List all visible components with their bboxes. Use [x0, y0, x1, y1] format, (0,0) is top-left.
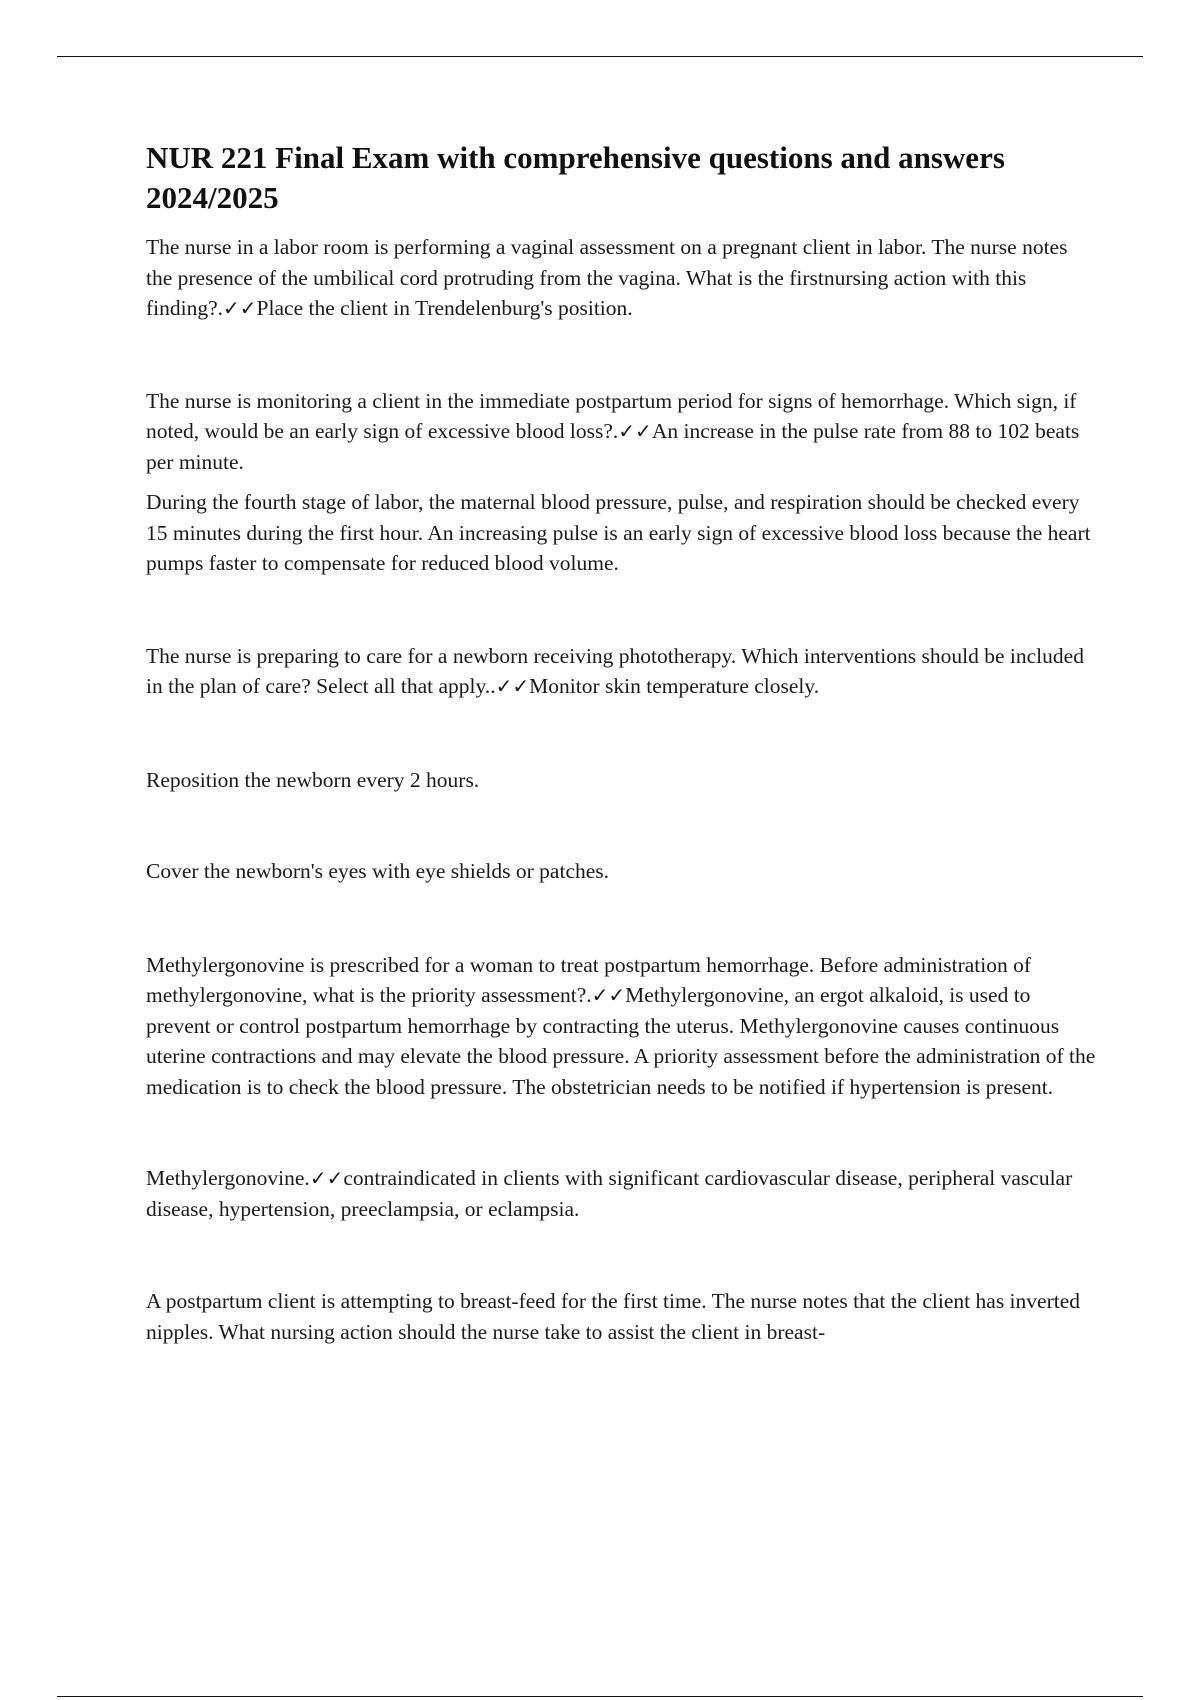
answer-text: An increase in the pulse rate from 88 to 102 beats per minute. — [146, 419, 1080, 474]
answer-item — [146, 765, 1096, 796]
answer-text: Monitor skin temperature closely. — [529, 674, 820, 698]
document-body — [146, 138, 1096, 1347]
qa-block-3 — [146, 641, 1096, 702]
qa-block-6 — [146, 1286, 1096, 1347]
header-rule — [57, 56, 1143, 57]
document-title: NUR 221 Final Exam with comprehensive questions and answers 2024/2025 — [146, 140, 1005, 215]
question-text: A postpartum client is attempting to breast-feed for the first time. The nurse notes that the client has inverted nipples. What nursing action should the nurse take to assist the client in breast- — [146, 1289, 1081, 1344]
answer-text: contraindicated in clients with significant cardiovascular disease, peripheral vascular disease, hypertension, preeclampsia, or eclampsia. — [146, 1166, 1073, 1221]
answer-text: Methylergonovine, an ergot alkaloid, is used to prevent or control postpartum hemorrhage by contracting the uterus. Methylergonovine causes continuous uterine contractions and may elevate the blood pressure. A priority assessment before the administration of the medication is to check the blood pressure. The obstetrician needs to be notified if hypertension is present. — [146, 983, 1096, 1099]
qa-block-5 — [146, 1163, 1096, 1224]
answer-text: Reposition the newborn every 2 hours. — [146, 767, 480, 792]
question-text: Methylergonovine. — [146, 1166, 310, 1190]
checkmark-icon: ✓✓ — [618, 419, 652, 443]
checkmark-icon: ✓✓ — [495, 674, 530, 698]
checkmark-icon: ✓✓ — [309, 1166, 344, 1190]
footer-rule — [57, 1696, 1143, 1697]
explanation-block — [146, 487, 1096, 579]
qa-block-2 — [146, 386, 1096, 478]
answer-item — [146, 856, 1096, 887]
checkmark-icon: ✓✓ — [591, 983, 626, 1007]
checkmark-icon: ✓✓ — [223, 296, 257, 320]
question-text: Methylergonovine is prescribed for a woman to treat postpartum hemorrhage. Before administration of methylergonovine, what is the priority assessment?. — [146, 952, 1032, 1007]
qa-block-1 — [146, 232, 1096, 324]
answer-text: Place the client in Trendelenburg's position. — [256, 296, 633, 320]
question-text: The nurse is preparing to care for a newborn receiving phototherapy. Which interventions should be included in the plan of care? Select all that apply.. — [146, 643, 1084, 698]
qa-block-4 — [146, 950, 1096, 1103]
explanation-text: During the fourth stage of labor, the maternal blood pressure, pulse, and respiration should be checked every 15 minutes during the first hour. An increasing pulse is an early sign of excessive blood loss because the heart pumps faster to compensate for reduced blood volume. — [146, 490, 1091, 575]
answer-text: Cover the newborn's eyes with eye shields or patches. — [146, 859, 610, 883]
question-text: The nurse in a labor room is performing a vaginal assessment on a pregnant client in labor. The nurse notes the presence of the umbilical cord protruding from the vagina. What is the firstnursing action with this finding?. — [146, 235, 1068, 320]
question-text: The nurse is monitoring a client in the immediate postpartum period for signs of hemorrhage. Which sign, if noted, would be an early sign of excessive blood loss?. — [146, 388, 1077, 443]
